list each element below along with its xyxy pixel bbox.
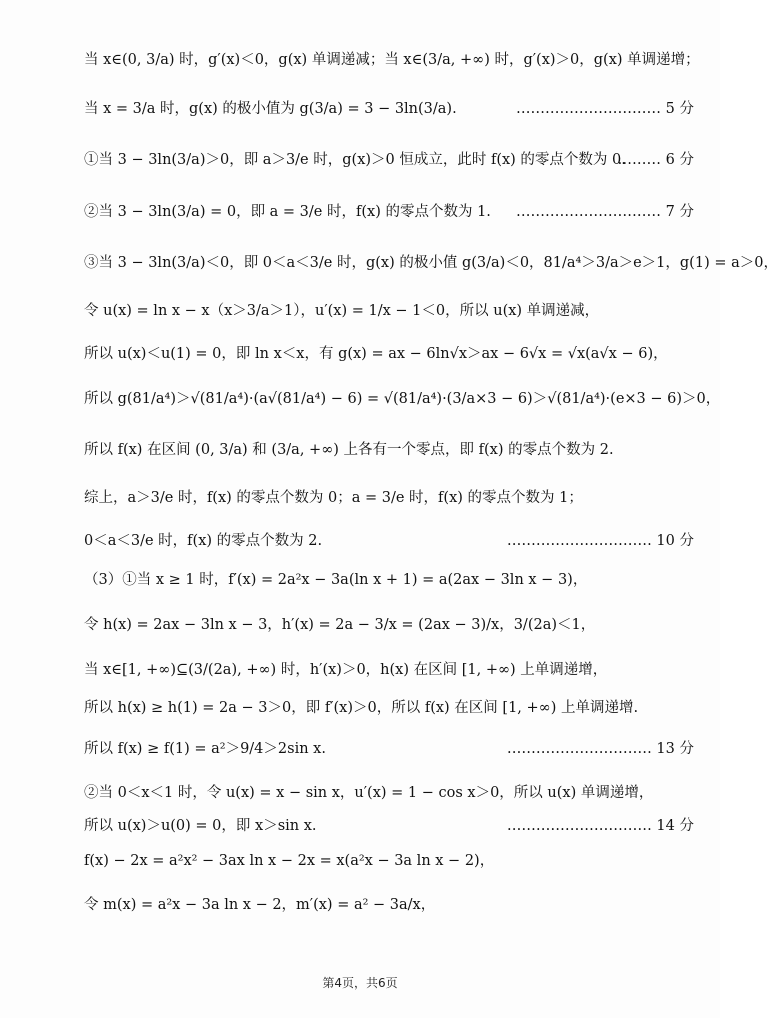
solution-text: ③当 3 − 3ln(3/a)＜0，即 0＜a＜3/e 时，g(x) 的极小值 g(3/a)＜0，81/a⁴＞3/a＞e＞1，g(1) = a＞0，: [84, 255, 778, 271]
solution-line: [84, 895, 694, 915]
solution-text: ②当 3 − 3ln(3/a) = 0，即 a = 3/e 时，f(x) 的零点个数为 1.: [84, 204, 491, 220]
solution-line: [84, 344, 694, 364]
solution-text: 所以 f(x) 在区间 (0, 3/a) 和 (3/a, +∞) 上各有一个零点，即 f(x) 的零点个数为 2.: [84, 442, 614, 458]
solution-line: [84, 301, 694, 321]
solution-line: [84, 531, 694, 551]
solution-line: [84, 253, 778, 273]
solution-text: 当 x = 3/a 时，g(x) 的极小值为 g(3/a) = 3 − 3ln(3/a).: [84, 101, 457, 117]
solution-text: 所以 g(81/a⁴)＞√(81/a⁴)·(a√(81/a⁴) − 6) = √(81/a⁴)·(3/a×3 − 6)＞√(81/a⁴)·(e×3 − 6)＞0，: [84, 391, 721, 407]
solution-text: 所以 h(x) ≥ h(1) = 2a − 3＞0，即 f′(x)＞0，所以 f(x) 在区间 [1, +∞) 上单调递增.: [84, 700, 639, 716]
solution-line: [84, 488, 694, 508]
solution-text: （3）①当 x ≥ 1 时，f′(x) = 2a²x − 3a(ln x + 1) = a(2ax − 3ln x − 3)，: [84, 572, 588, 588]
solution-line: [84, 202, 694, 222]
solution-text: 所以 u(x)＞u(0) = 0，即 x＞sin x.: [84, 818, 317, 834]
solution-text: 令 h(x) = 2ax − 3ln x − 3，h′(x) = 2a − 3/x = (2ax − 3)/x，3/(2a)＜1，: [84, 617, 596, 633]
solution-text: 综上，a＞3/e 时，f(x) 的零点个数为 0；a = 3/e 时，f(x) 的零点个数为 1；: [84, 490, 583, 506]
solution-line: [84, 851, 694, 871]
solution-line: [84, 50, 700, 70]
solution-line: [84, 570, 694, 590]
solution-line: [84, 150, 694, 170]
solution-line: [84, 615, 694, 635]
score-marker: ………………………… 13 分: [506, 741, 694, 757]
score-marker: ………………………… 5 分: [516, 101, 694, 117]
solution-text: 当 x∈(0, 3/a) 时，g′(x)＜0，g(x) 单调递减；当 x∈(3/a, +∞) 时，g′(x)＞0，g(x) 单调递增；: [84, 52, 700, 68]
solution-text: ②当 0＜x＜1 时，令 u(x) = x − sin x，u′(x) = 1 − cos x＞0，所以 u(x) 单调递增，: [84, 785, 654, 801]
score-marker: ………………………… 7 分: [516, 204, 694, 220]
solution-line: [84, 440, 694, 460]
solution-line: [84, 660, 694, 680]
solution-line: [84, 698, 694, 718]
solution-line: [84, 816, 694, 836]
page-number-footer: 第4页，共6页: [322, 976, 398, 990]
score-marker: ………………………… 10 分: [506, 533, 694, 549]
solution-line: [84, 389, 721, 409]
score-marker: ……… 6 分: [617, 152, 694, 168]
solution-text: f(x) − 2x = a²x² − 3ax ln x − 2x = x(a²x − 3a ln x − 2)，: [84, 853, 495, 869]
solution-text: ①当 3 − 3ln(3/a)＞0，即 a＞3/e 时，g(x)＞0 恒成立，此时 f(x) 的零点个数为 0.: [84, 152, 626, 168]
solution-line: [84, 783, 694, 803]
solution-text: 所以 f(x) ≥ f(1) = a²＞9/4＞2sin x.: [84, 741, 326, 757]
solution-text: 0＜a＜3/e 时，f(x) 的零点个数为 2.: [84, 533, 323, 549]
solution-text: 令 u(x) = ln x − x（x＞3/a＞1），u′(x) = 1/x − 1＜0，所以 u(x) 单调递减，: [84, 303, 600, 319]
score-marker: ………………………… 14 分: [506, 818, 694, 834]
solution-text: 所以 u(x)＜u(1) = 0，即 ln x＜x，有 g(x) = ax − 6ln√x＞ax − 6√x = √x(a√x − 6)，: [84, 346, 668, 362]
solution-text: 当 x∈[1, +∞)⊆(3/(2a), +∞) 时，h′(x)＞0，h(x) 在区间 [1, +∞) 上单调递增，: [84, 662, 608, 678]
solution-line: [84, 99, 694, 119]
solution-text: 令 m(x) = a²x − 3a ln x − 2，m′(x) = a² − 3a/x，: [84, 897, 436, 913]
solution-line: [84, 739, 694, 759]
